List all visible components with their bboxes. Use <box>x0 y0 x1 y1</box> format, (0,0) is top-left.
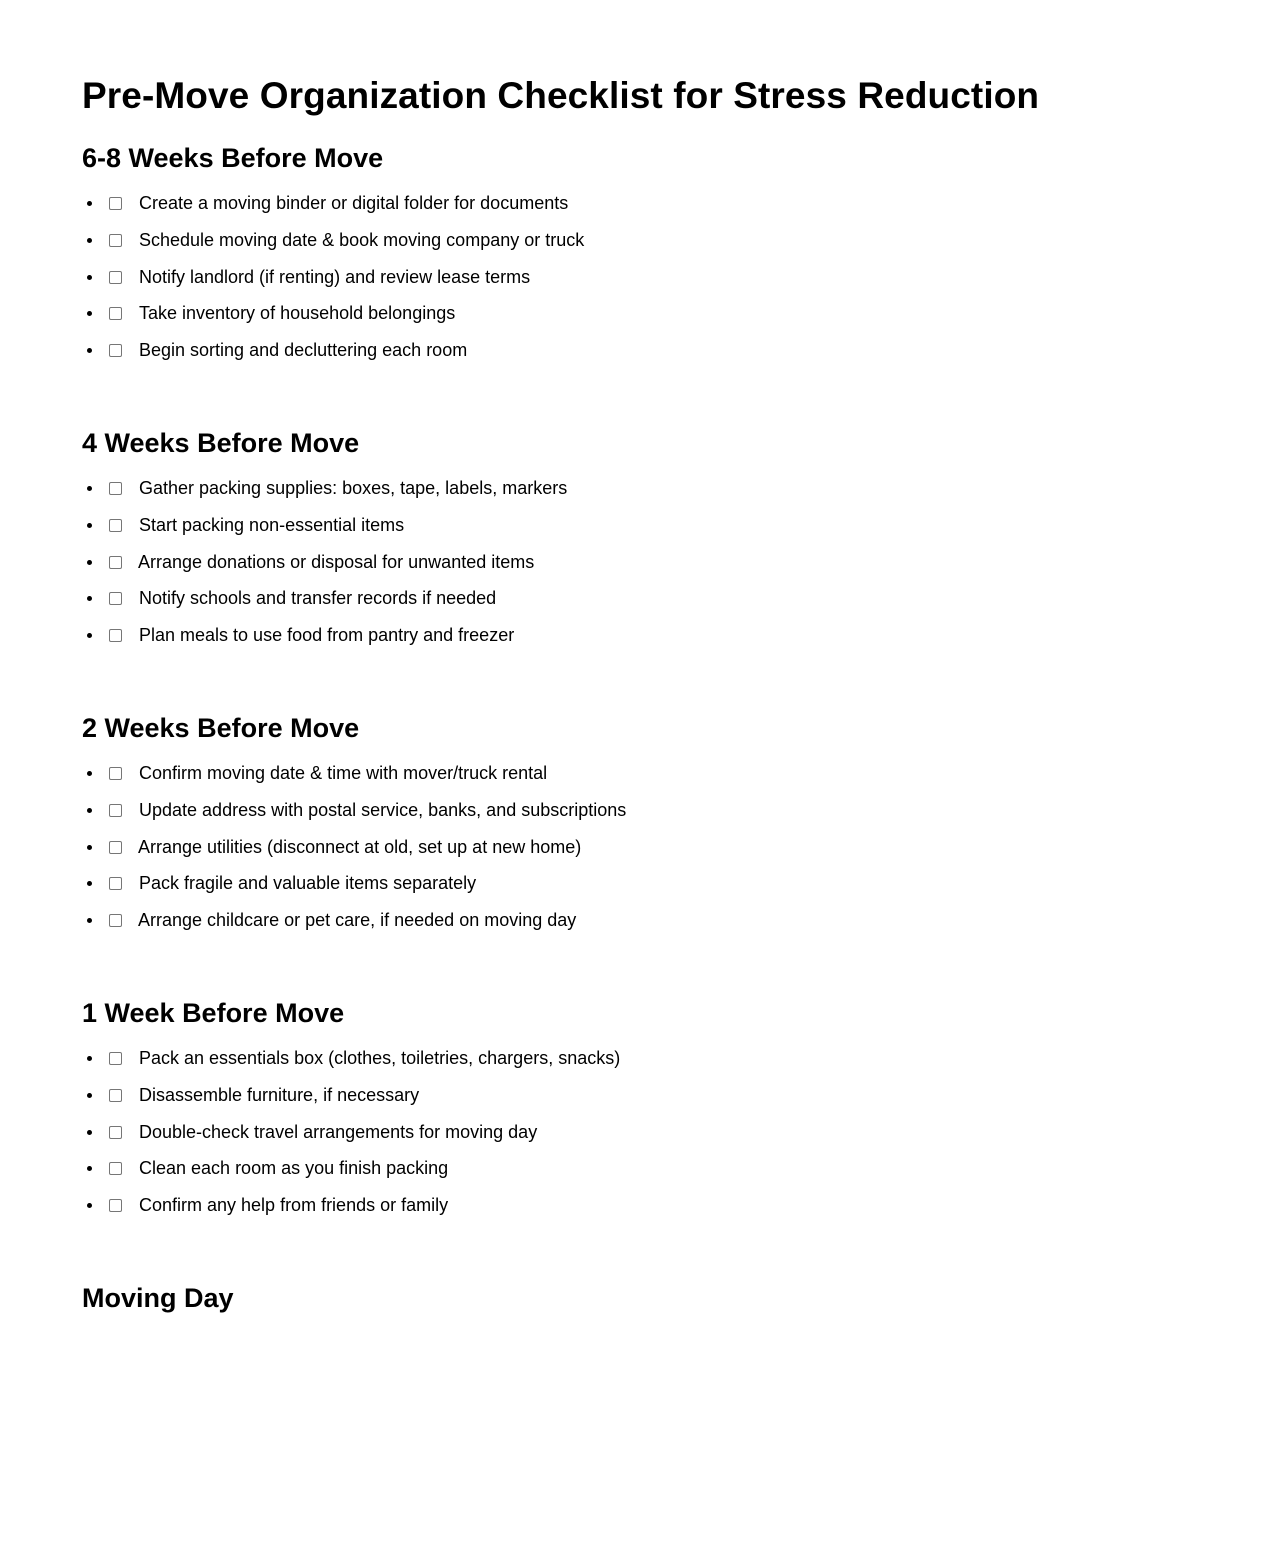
checklist-item <box>82 588 1263 625</box>
bullet-icon <box>87 771 92 776</box>
bullet-icon <box>87 201 92 206</box>
checklist-item <box>82 625 1263 662</box>
section-heading: Moving Day <box>82 1282 234 1313</box>
checklist-item-label: Notify landlord (if renting) and review lease terms <box>139 266 531 287</box>
section-moving-day <box>82 1262 1263 1316</box>
checkbox[interactable] <box>109 1162 122 1175</box>
section-2-weeks <box>82 692 1263 947</box>
checklist-item <box>82 800 1263 837</box>
checkbox[interactable] <box>109 197 122 210</box>
checklist-item-label: Disassemble furniture, if necessary <box>139 1084 420 1105</box>
checklist <box>82 1048 1263 1232</box>
checklist <box>82 478 1263 662</box>
bullet-icon <box>87 1166 92 1171</box>
checklist-item-label: Create a moving binder or digital folder for documents <box>139 193 569 213</box>
checklist <box>82 193 1263 377</box>
checklist-item-label: Schedule moving date & book moving company or truck <box>139 229 585 250</box>
checklist-item-label: Arrange utilities (disconnect at old, set up at new home) <box>138 836 582 857</box>
checklist-item-label: Pack an essentials box (clothes, toiletries, chargers, snacks) <box>139 1047 621 1068</box>
checkbox[interactable] <box>109 307 122 320</box>
checklist-item <box>82 552 1263 589</box>
bullet-icon <box>87 918 92 923</box>
checkbox[interactable] <box>109 841 122 854</box>
checkbox[interactable] <box>109 344 122 357</box>
checklist-item-label: Start packing non-essential items <box>139 514 405 535</box>
checklist-item <box>82 340 1263 377</box>
checklist-item-label: Plan meals to use food from pantry and freezer <box>139 625 515 646</box>
checkbox[interactable] <box>109 1052 122 1065</box>
bullet-icon <box>87 845 92 850</box>
section-heading: 6-8 Weeks Before Move <box>82 143 384 173</box>
checklist-item-label: Notify schools and transfer records if needed <box>139 588 497 609</box>
checklist-item <box>82 230 1263 267</box>
bullet-icon <box>87 596 92 601</box>
section-4-weeks <box>82 407 1263 662</box>
checkbox[interactable] <box>109 804 122 817</box>
checkbox[interactable] <box>109 482 122 495</box>
checklist-item <box>82 873 1263 910</box>
bullet-icon <box>87 1093 92 1098</box>
checkbox[interactable] <box>109 1126 122 1139</box>
checklist-item <box>82 267 1263 304</box>
checklist-item-label: Arrange donations or disposal for unwanted items <box>138 551 535 572</box>
checklist-item-label: Gather packing supplies: boxes, tape, labels, markers <box>139 477 568 498</box>
checklist-item-label: Double-check travel arrangements for moving day <box>139 1121 538 1142</box>
section-heading: 2 Weeks Before Move <box>82 712 360 743</box>
bullet-icon <box>87 311 92 316</box>
checkbox[interactable] <box>109 519 122 532</box>
checkbox[interactable] <box>109 234 122 247</box>
checkbox[interactable] <box>109 877 122 890</box>
checkbox[interactable] <box>109 271 122 284</box>
bullet-icon <box>87 523 92 528</box>
checklist-item <box>82 763 1263 800</box>
bullet-icon <box>87 275 92 280</box>
checkbox[interactable] <box>109 629 122 642</box>
checkbox[interactable] <box>109 1089 122 1102</box>
bullet-icon <box>87 881 92 886</box>
checklist-item <box>82 515 1263 552</box>
checkbox[interactable] <box>109 556 122 569</box>
checklist-item-label: Confirm moving date & time with mover/truck rental <box>139 762 548 783</box>
checkbox[interactable] <box>109 592 122 605</box>
checkbox[interactable] <box>109 767 122 780</box>
checklist-item-label: Pack fragile and valuable items separately <box>139 873 477 894</box>
checklist-item-label: Clean each room as you finish packing <box>139 1158 449 1179</box>
bullet-icon <box>87 1203 92 1208</box>
bullet-icon <box>87 1056 92 1061</box>
checklist-item-label: Begin sorting and decluttering each room <box>139 340 468 361</box>
checklist-item <box>82 1195 1263 1232</box>
page-title: Pre-Move Organization Checklist for Stress Reduction <box>82 75 1040 116</box>
checklist-item <box>82 837 1263 874</box>
checklist-item <box>82 1048 1263 1085</box>
checklist-item-label: Confirm any help from friends or family <box>139 1195 449 1216</box>
checklist-item <box>82 1158 1263 1195</box>
checklist-item <box>82 193 1263 230</box>
checklist-item-label: Arrange childcare or pet care, if needed on moving day <box>138 910 577 931</box>
section-heading: 4 Weeks Before Move <box>82 427 360 458</box>
checkbox[interactable] <box>109 914 122 927</box>
section-6-8-weeks <box>82 120 1263 377</box>
bullet-icon <box>87 486 92 491</box>
checklist-item <box>82 303 1263 340</box>
bullet-icon <box>87 1130 92 1135</box>
bullet-icon <box>87 633 92 638</box>
bullet-icon <box>87 808 92 813</box>
checklist-item <box>82 478 1263 515</box>
checklist-item <box>82 910 1263 947</box>
checkbox[interactable] <box>109 1199 122 1212</box>
bullet-icon <box>87 348 92 353</box>
bullet-icon <box>87 238 92 243</box>
bullet-icon <box>87 560 92 565</box>
checklist-item-label: Update address with postal service, banks, and subscriptions <box>139 799 627 820</box>
checklist-item <box>82 1085 1263 1122</box>
section-heading: 1 Week Before Move <box>82 997 345 1028</box>
checklist-item <box>82 1122 1263 1159</box>
checklist-item-label: Take inventory of household belongings <box>139 303 456 324</box>
checklist <box>82 763 1263 947</box>
section-1-week <box>82 977 1263 1232</box>
